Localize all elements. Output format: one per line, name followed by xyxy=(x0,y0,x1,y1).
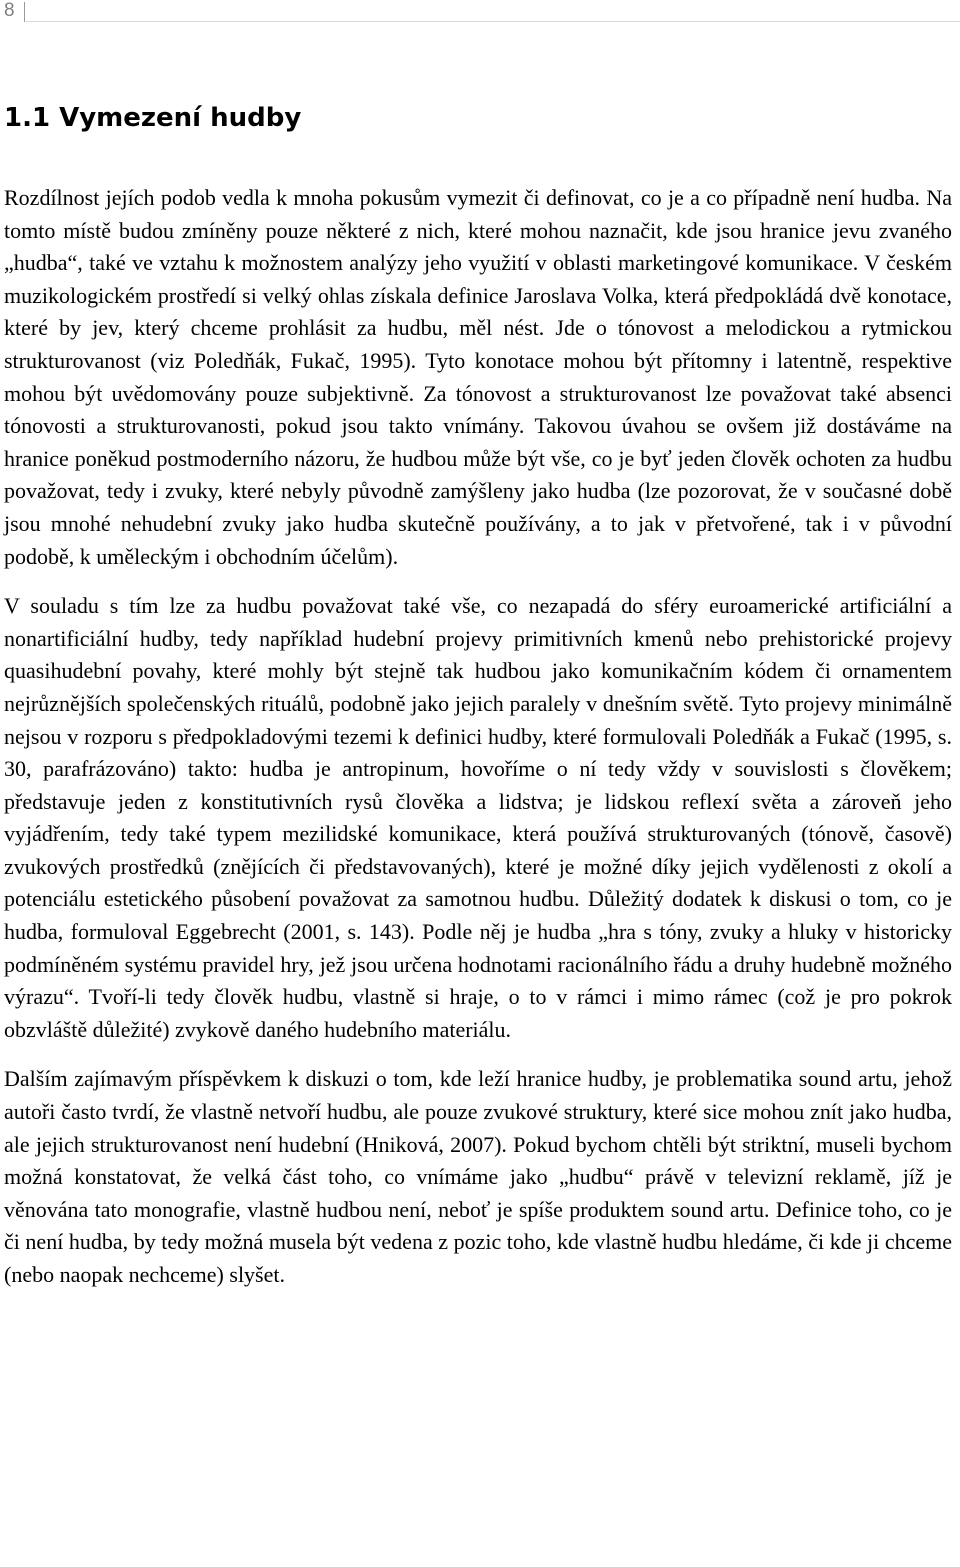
page-number: 8 xyxy=(4,0,15,21)
paragraph-3: Dalším zajímavým příspěvkem k diskuzi o tom, kde leží hranice hudby, je problematika sound artu, jehož autoři často tvrdí, že vlastně netvoří hudbu, ale pouze zvukové struktury, které sice mohou znít jako hudba, ale jejich strukturovanost není hudební (Hniková, 2007). Pokud bychom chtěli být striktní, museli bychom možná konstatovat, že velká část toho, co vnímáme jako „hudbu“ právě v televizní reklamě, jíž je věnována tato monografie, vlastně hudbou není, neboť je spíše produktem sound artu. Definice toho, co je či není hudba, by tedy možná musela být vedena z pozic toho, kde vlastně hudbu hledáme, či kde ji chceme (nebo naopak nechceme) slyšet. xyxy=(4,1066,952,1287)
header-separator xyxy=(24,2,25,22)
paragraph-2: V souladu s tím lze za hudbu považovat také vše, co nezapadá do sféry euroamerické artificiální a nonartificiální hudby, tedy například hudební projevy primitivních kmenů nebo prehistorické projevy quasihudební povahy, které mohly být stejně tak hudbou jako komunikačním kódem či ornamentem nejrůznějších společenských rituálů, podobně jako jejich paralely v dnešním světě. Tyto projevy minimálně nejsou v rozporu s předpokladovými tezemi k definici hudby, které formulovali Poledňák a Fukač (1995, s. 30, parafrázováno) takto: hudba je antropinum, hovoříme o ní tedy vždy v souvislosti s člověkem; představuje jeden z konstitutivních rysů člověka a lidstva; je lidskou reflexí světa a zároveň jeho vyjádřením, tedy také typem mezilidské komunikace, která používá strukturovaných (tónově, časově) zvukových prostředků (znějících či představovaných), které je možné díky jejich vydělenosti z okolí a potenciálu estetického působení považovat za samotnou hudbu. Důležitý dodatek k diskusi o tom, co je hudba, formuloval Eggebrecht (2001, s. 143). Podle něj je hudba „hra s tóny, zvuky a hluky v historicky podmíněném systému pravidel hry, jež jsou určena hodnotami racionálního řádu a druhy hudebně možného výrazu“. Tvoří-li tedy člověk hudbu, vlastně si hraje, o to v rámci i mimo rámec (což je pro pokrok obzvláště důležité) zvykově daného hudebního materiálu. xyxy=(4,593,952,1042)
body-text xyxy=(4,182,952,1309)
page-header xyxy=(0,0,960,24)
section-title: 1.1 Vymezení hudby xyxy=(4,103,302,133)
paragraph-1: Rozdílnost jejích podob vedla k mnoha pokusům vymezit či definovat, co je a co případně není hudba. Na tomto místě budou zmíněny pouze některé z nich, které mohou naznačit, kde jsou hranice jevu zvaného „hudba“, také ve vztahu k možnostem analýzy jeho využití v oblasti marketingové komunikace. V českém muzikologickém prostředí si velký ohlas získala definice Jaroslava Volka, která předpokládá dvě konotace, které by jev, který chceme prohlásit za hudbu, měl nést. Jde o tónovost a melodickou a rytmickou strukturovanost (viz Poledňák, Fukač, 1995). Tyto konotace mohou být přítomny i latentně, respektive mohou být uvědomovány pouze subjektivně. Za tónovost a strukturovanost lze považovat také absenci tónovosti a strukturovanosti, pokud jsou takto vnímány. Takovou úvahou se ovšem již dostáváme na hranice poněkud postmoderního názoru, že hudbou může být vše, co je byť jeden člověk ochoten za hudbu považovat, tedy i zvuky, které nebyly původně zamýšleny jako hudba (lze pozorovat, že v současné době jsou mnohé nehudební zvuky jako hudba skutečně používány, a to jak v přetvořené, tak i v původní podobě, k uměleckým i obchodním účelům). xyxy=(4,185,952,569)
header-rule xyxy=(26,21,960,22)
